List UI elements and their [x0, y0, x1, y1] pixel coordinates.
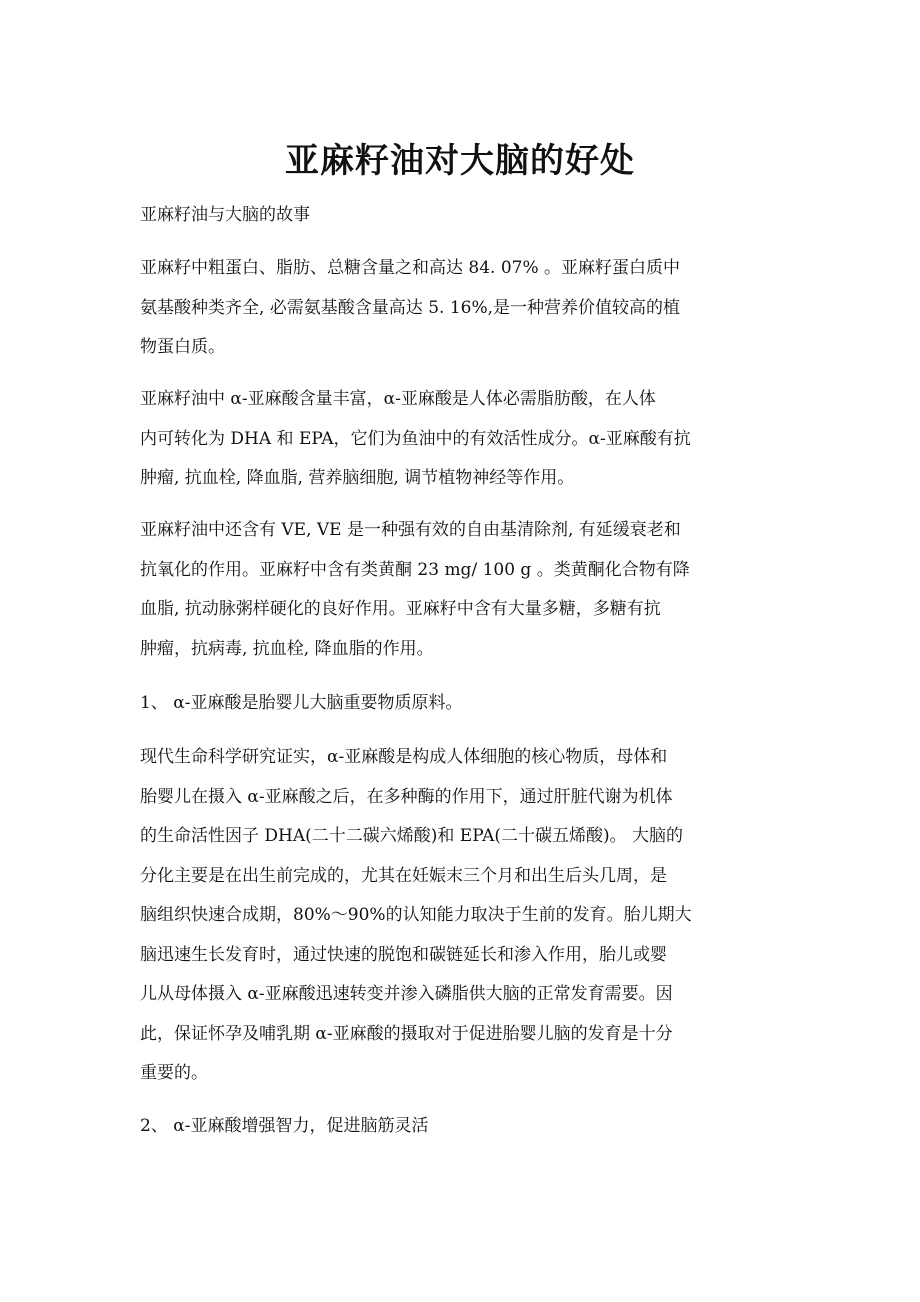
- text-line: 1、 α-亚麻酸是胎婴儿大脑重要物质原料。: [140, 693, 463, 713]
- paragraph-fetal-brain: [140, 738, 782, 1094]
- text-line: 肿瘤, 抗血栓, 降血脂, 营养脑细胞, 调节植物神经等作用。: [140, 468, 575, 488]
- text-line: 的生命活性因子 DHA(二十二碳六烯酸)和 EPA(二十碳五烯酸)。 大脑的: [140, 826, 684, 846]
- text-line: 儿从母体摄入 α-亚麻酸迅速转变并渗入磷脂供大脑的正常发育需要。因: [140, 984, 673, 1004]
- text-line: 现代生命科学研究证实，α-亚麻酸是构成人体细胞的核心物质，母体和: [140, 747, 668, 767]
- paragraph-protein: [140, 249, 782, 368]
- text-line: 血脂, 抗动脉粥样硬化的良好作用。亚麻籽中含有大量多糖，多糖有抗: [140, 599, 661, 619]
- numbered-heading-2: [140, 1107, 782, 1147]
- text-line: 物蛋白质。: [140, 337, 225, 357]
- numbered-heading-1: [140, 684, 782, 724]
- text-line: 脑迅速生长发育时，通过快速的脱饱和碳链延长和渗入作用，胎儿或婴: [140, 944, 667, 965]
- text-line: 重要的。: [140, 1063, 208, 1083]
- text-line: 亚麻籽油中 α-亚麻酸含量丰富，α-亚麻酸是人体必需脂肪酸，在人体: [140, 389, 656, 409]
- text-line: 2、 α-亚麻酸增强智力，促进脑筋灵活: [140, 1116, 429, 1136]
- paragraph-vitamin-e: [140, 511, 782, 669]
- text-line: 肿瘤，抗病毒, 抗血栓, 降血脂的作用。: [140, 638, 434, 659]
- paragraph-section-heading: [140, 196, 782, 236]
- text-line: 分化主要是在出生前完成的，尤其在妊娠末三个月和出生后头几周，是: [140, 865, 667, 886]
- text-line: 内可转化为 DHA 和 EPA，它们为鱼油中的有效活性成分。α-亚麻酸有抗: [140, 428, 691, 449]
- page-title: 亚麻籽油对大脑的好处: [285, 140, 635, 181]
- paragraph-alpha-linolenic: [140, 380, 782, 499]
- text-line: 胎婴儿在摄入 α-亚麻酸之后，在多种酶的作用下，通过肝脏代谢为机体: [140, 786, 673, 807]
- text-line: 此，保证怀孕及哺乳期 α-亚麻酸的摄取对于促进胎婴儿脑的发育是十分: [140, 1023, 673, 1044]
- text-line: 亚麻籽中粗蛋白、脂肪、总糖含量之和高达 84. 07% 。亚麻籽蛋白质中: [140, 258, 681, 278]
- text-line: 亚麻籽油中还含有 VE, VE 是一种强有效的自由基清除剂, 有延缓衰老和: [140, 520, 681, 540]
- text-line: 脑组织快速合成期，80%～90%的认知能力取决于生前的发育。胎儿期大: [140, 905, 692, 925]
- text-line: 亚麻籽油与大脑的故事: [140, 205, 310, 225]
- text-line: 氨基酸种类齐全, 必需氨基酸含量高达 5. 16%,是一种营养价值较高的植: [140, 297, 681, 318]
- text-line: 抗氧化的作用。亚麻籽中含有类黄酮 23 mg/ 100 g 。类黄酮化合物有降: [140, 559, 690, 580]
